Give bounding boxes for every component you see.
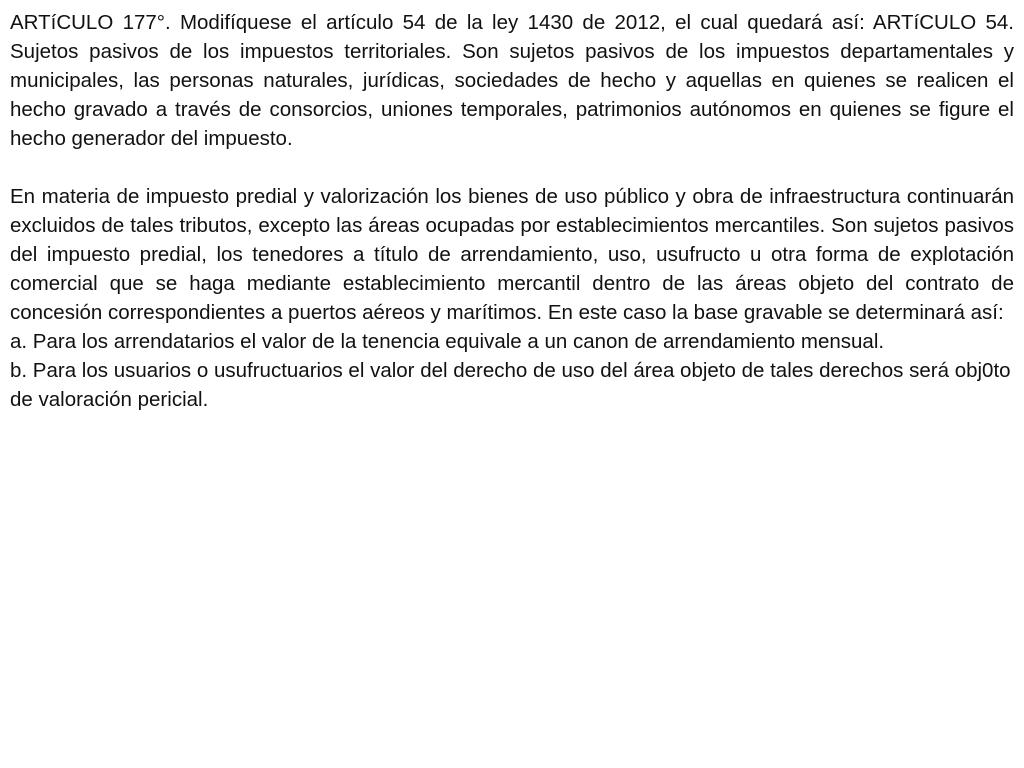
document-body (10, 8, 1014, 414)
paragraph-predial-valorizacion: En materia de impuesto predial y valorización los bienes de uso público y obra de infraestructura continuarán excluidos de tales tributos, excepto las áreas ocupadas por establecimientos mercantiles. Son sujetos pasivos del impuesto predial, los tenedores a título de arrendamiento, uso, usufructo u otra forma de explotación comercial que se haga mediante establecimiento mercantil dentro de las áreas objeto del contrato de concesión correspondientes a puertos aéreos y marítimos. En este caso la base gravable se determinará así: (10, 185, 1014, 324)
list-item-b: b. Para los usuarios o usufructuarios el valor del derecho de uso del área objeto de tales derechos será obj0to de valoración pericial. (10, 359, 1011, 411)
paragraph-spacer (10, 153, 1014, 182)
paragraph-article-177: ARTíCULO 177°. Modifíquese el artículo 54 de la ley 1430 de 2012, el cual quedará así: ARTíCULO 54. Sujetos pasivos de los impuestos territoriales. Son sujetos pasivos de los impuestos departamentales y municipales, las personas naturales, jurídicas, sociedades de hecho y aquellas en quienes se realicen el hecho gravado a través de consorcios, uniones temporales, patrimonios autónomos en quienes se figure el hecho generador del impuesto. (10, 11, 1014, 150)
list-item-a: a. Para los arrendatarios el valor de la tenencia equivale a un canon de arrendamiento mensual. (10, 330, 885, 353)
